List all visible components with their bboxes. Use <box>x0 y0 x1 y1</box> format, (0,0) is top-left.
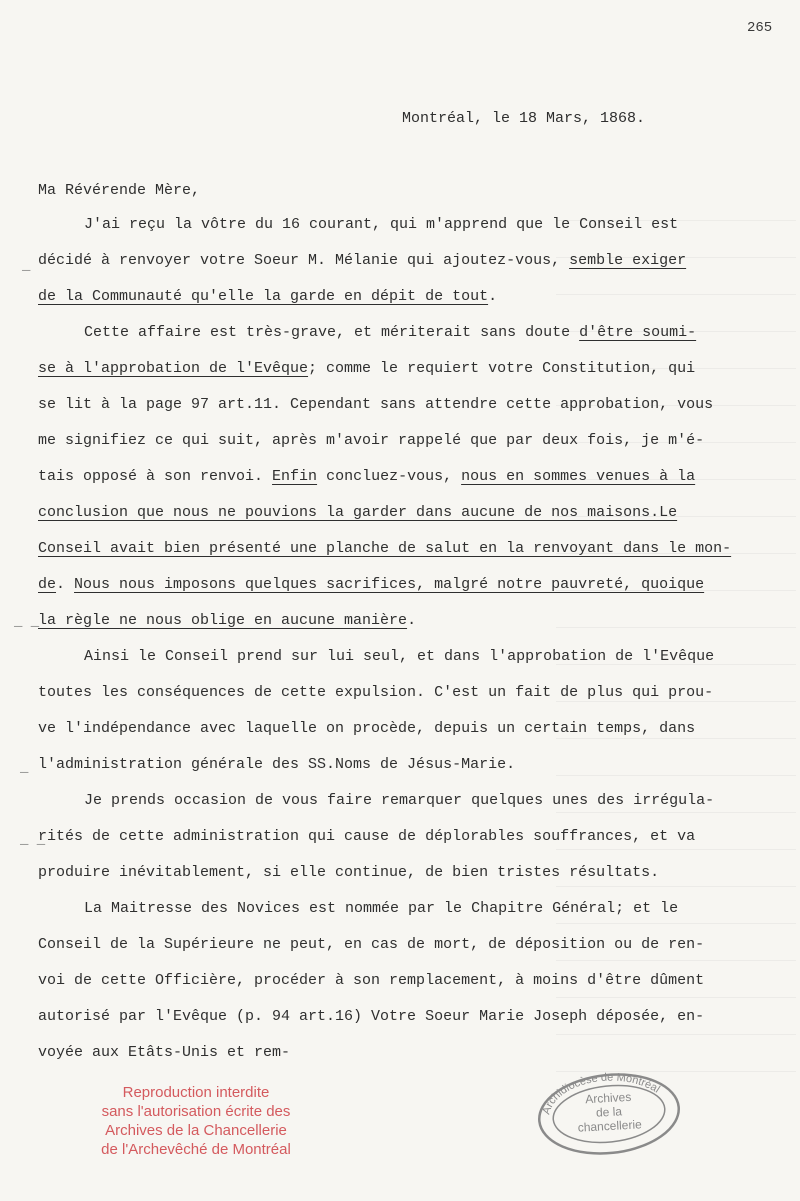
bleed-through <box>556 184 796 1054</box>
line-text: . <box>488 288 498 305</box>
line-text: ve l'indépendance avec laquelle on procède, depuis un certain temps, dans <box>38 720 696 737</box>
underlined-text: conclusion que nous ne pouvions la garder dans aucune de nos maisons.Le <box>38 504 678 521</box>
stamp-ring-text: Archidiocèse de Montréal <box>540 1071 662 1116</box>
page-number: 265 <box>747 20 773 36</box>
letter-line <box>84 216 678 234</box>
letter-line <box>38 360 695 378</box>
letter-line <box>38 756 515 774</box>
letter-line <box>38 396 713 414</box>
letter-line <box>38 252 686 270</box>
line-text: ; comme le requiert votre Constitution, qui <box>308 360 696 377</box>
letter-line <box>38 972 704 990</box>
line-text: concluez-vous, <box>317 468 462 485</box>
letter-line <box>38 684 713 702</box>
letter-line <box>38 468 695 486</box>
letter-line <box>84 792 714 810</box>
letter-line <box>38 504 677 522</box>
stamp-line: chancellerie <box>577 1117 643 1135</box>
line-text: Cette affaire est très-grave, et mériterait sans doute <box>84 324 580 341</box>
line-text: Ainsi le Conseil prend sur lui seul, et dans l'approbation de l'Evêque <box>84 648 715 665</box>
line-text: me signifiez ce qui suit, après m'avoir rappelé que par deux fois, je m'é- <box>38 432 705 449</box>
letter-line <box>38 288 497 306</box>
line-text: tais opposé à son renvoi. <box>38 468 273 485</box>
line-text: produire inévitablement, si elle continue, de bien tristes résultats. <box>38 864 660 881</box>
line-text: voyée aux Etâts-Unis et rem- <box>38 1044 291 1061</box>
margin-dash: _ <box>20 760 29 776</box>
stamp-line: Archives <box>584 1089 632 1107</box>
letter-line <box>38 1008 704 1026</box>
line-text: toutes les conséquences de cette expulsion. C'est un fait de plus qui prou- <box>38 684 714 701</box>
letter-line <box>38 612 416 630</box>
letter-line <box>84 324 696 342</box>
letter-line <box>38 936 704 954</box>
letter-line <box>38 828 695 846</box>
reproduction-notice <box>76 1083 316 1159</box>
notice-line: Reproduction interdite <box>122 1084 270 1101</box>
notice-line: Archives de la Chancellerie <box>105 1122 287 1139</box>
line-text: . <box>56 576 75 593</box>
line-text: La Maitresse des Novices est nommée par le Chapitre Général; et le <box>84 900 679 917</box>
line-text: autorisé par l'Evêque (p. 94 art.16) Votre Soeur Marie Joseph déposée, en- <box>38 1008 705 1025</box>
letter-line <box>38 864 659 882</box>
line-text: J'ai reçu la vôtre du 16 courant, qui m'apprend que le Conseil est <box>84 216 679 233</box>
notice-line: sans l'autorisation écrite des <box>101 1103 291 1120</box>
underlined-text: de la Communauté qu'elle la garde en dépit de tout <box>38 288 489 305</box>
line-text: Conseil de la Supérieure ne peut, en cas de mort, de déposition ou de ren- <box>38 936 705 953</box>
archives-stamp <box>535 1069 683 1155</box>
underlined-text: nous en sommes venues à la <box>461 468 696 485</box>
letter-line <box>84 900 678 918</box>
line-text: décidé à renvoyer votre Soeur M. Mélanie qui ajoutez-vous, <box>38 252 570 269</box>
notice-line: de l'Archevêché de Montréal <box>101 1141 291 1158</box>
letter-line <box>84 648 714 666</box>
margin-dash: _ <box>22 258 31 274</box>
underlined-text: Nous nous imposons quelques sacrifices, malgré notre pauvreté, quoique <box>74 576 705 593</box>
line-text: l'administration générale des SS.Noms de Jésus-Marie. <box>38 756 516 773</box>
stamp-line: de la <box>595 1104 623 1120</box>
letter-line <box>38 576 704 594</box>
line-text: voi de cette Officière, procéder à son remplacement, à moins d'être dûment <box>38 972 705 989</box>
underlined-text: la règle ne nous oblige en aucune manière <box>38 612 408 629</box>
underlined-text: de <box>38 576 57 593</box>
underlined-text: se à l'approbation de l'Evêque <box>38 360 309 377</box>
underlined-text: Enfin <box>272 468 318 485</box>
margin-dash: _ _ <box>20 832 46 848</box>
line-text: se lit à la page 97 art.11. Cependant sans attendre cette approbation, vous <box>38 396 714 413</box>
underlined-text: d'être soumi- <box>579 324 697 341</box>
salutation: Ma Révérende Mère, <box>38 182 201 199</box>
line-text: . <box>407 612 417 629</box>
letter-line <box>38 1044 290 1062</box>
letter-line <box>38 432 704 450</box>
margin-dash: _ _ <box>14 614 40 630</box>
underlined-text: Conseil avait bien présenté une planche de salut en la renvoyant dans le mon- <box>38 540 732 557</box>
line-text: rités de cette administration qui cause de déplorables souffrances, et va <box>38 828 696 845</box>
letter-line <box>38 720 695 738</box>
dateline: Montréal, le 18 Mars, 1868. <box>402 110 646 127</box>
line-text: Je prends occasion de vous faire remarquer quelques unes des irrégula- <box>84 792 715 809</box>
underlined-text: semble exiger <box>569 252 687 269</box>
letter-line <box>38 540 731 558</box>
